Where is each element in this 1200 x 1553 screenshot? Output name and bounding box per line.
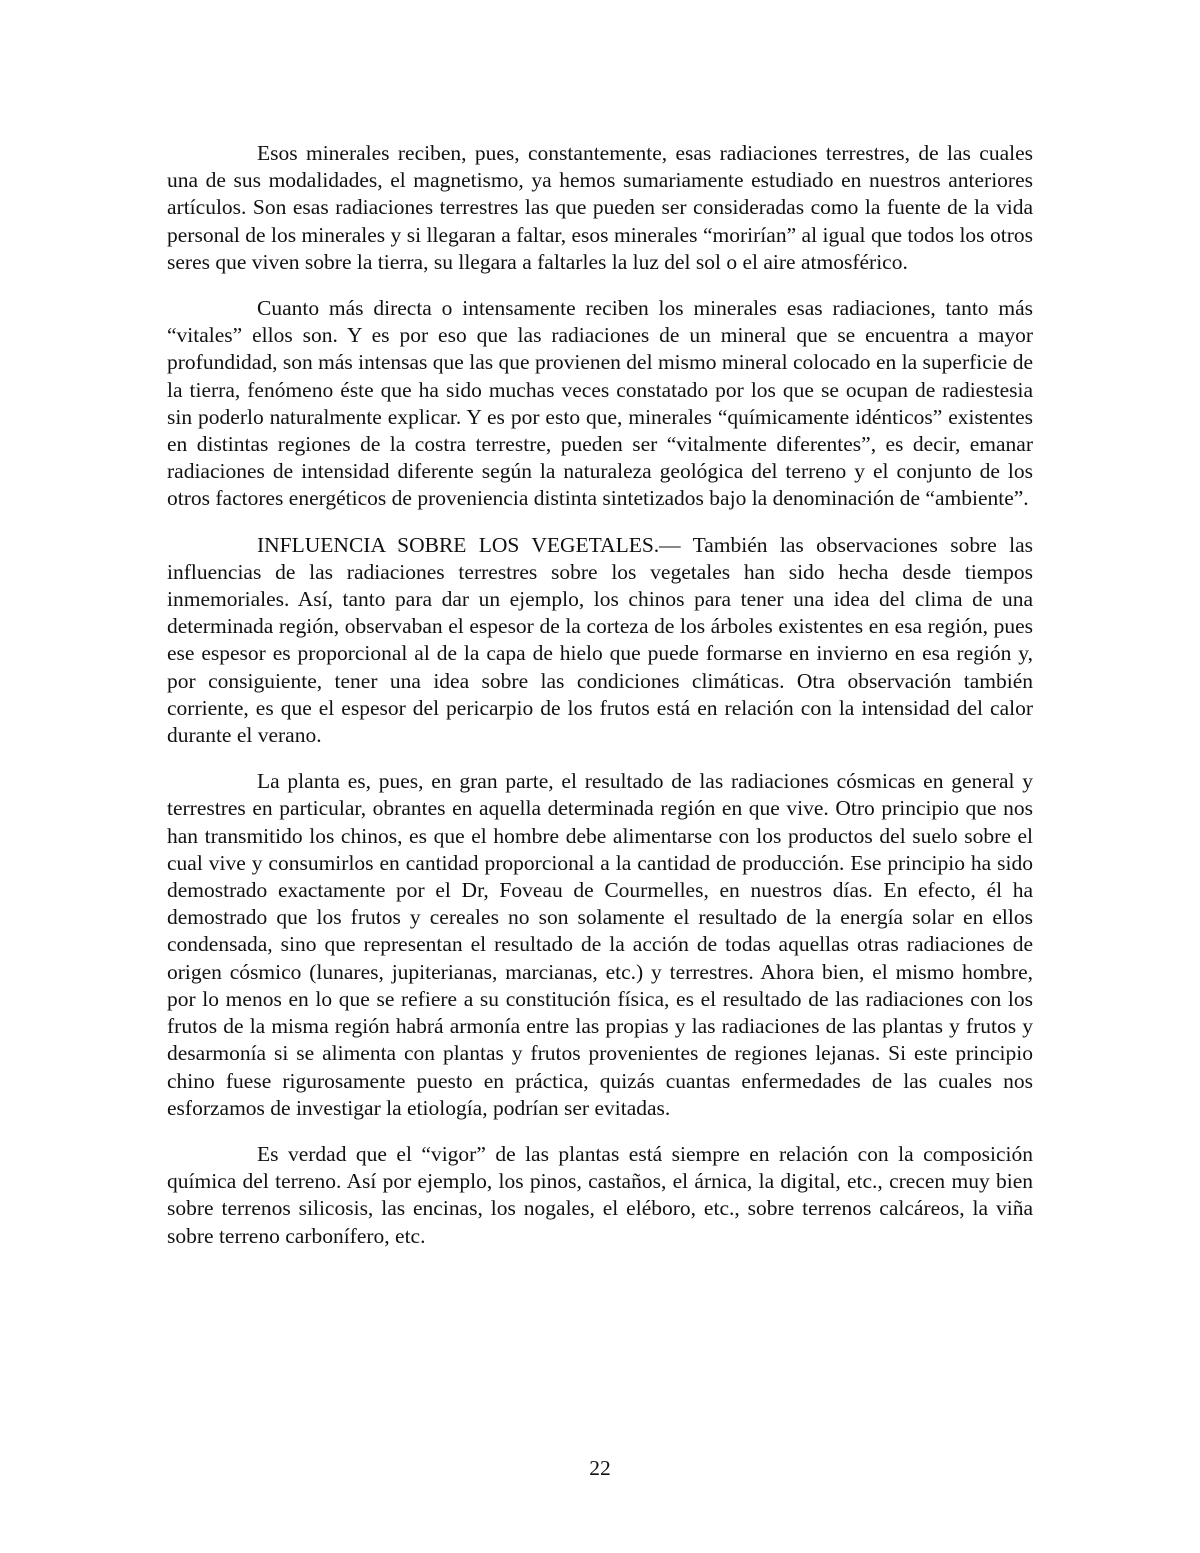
- paragraph-minerales: Esos minerales reciben, pues, constantemente, esas radiaciones terrestres, de las cuales una de sus modalidades, el magnetismo, ya hemos sumariamente estudiado en nuestros anteriores artículos. Son esas radiaciones terrestres las que pueden ser consideradas como la fuente de la vida personal de los minerales y si llegaran a faltar, esos minerales “morirían” al igual que todos los otros seres que viven sobre la tierra, su llegara a faltarles la luz del sol o el aire atmosférico.: [167, 141, 1033, 274]
- paragraph-vigor: Es verdad que el “vigor” de las plantas está siempre en relación con la composición química del terreno. Así por ejemplo, los pinos, castaños, el árnica, la digital, etc., crecen muy bien sobre terrenos silicosis, las encinas, los nogales, el eléboro, etc., sobre terrenos calcáreos, la viña sobre terreno carbonífero, etc.: [167, 1141, 1033, 1248]
- paragraph-planta: La planta es, pues, en gran parte, el resultado de las radiaciones cósmicas en general y terrestres en particular, obrantes en aquella determinada región en que vive. Otro principio que nos han transmitido los chinos, es que el hombre debe alimentarse con los productos del suelo sobre el cual vive y consumirlos en cantidad proporcional a la cantidad de producción. Ese principio ha sido demostrado exactamente por el Dr, Foveau de Courmelles, en nuestros días. En efecto, él ha demostrado que los frutos y cereales no son solamente el resultado de la energía solar en ellos condensada, sino que representan el resultado de la acción de todas aquellas otras radiaciones de origen cósmico (lunares, jupiterianas, marcianas, etc.) y terrestres. Ahora bien, el mismo hombre, por lo menos en lo que se refiere a su constitución física, es el resultado de las radiaciones con los frutos de la misma región habrá armonía entre las propias y las radiaciones de las plantas y frutos y desarmonía si se alimenta con plantas y frutos provenientes de regiones lejanas. Si este principio chino fuese rigurosamente puesto en práctica, quizás cuantas enfermedades de las cuales nos esforzamos de investigar la etiología, podrían ser evitadas.: [167, 769, 1033, 1120]
- paragraph-radiaciones: Cuanto más directa o intensamente reciben los minerales esas radiaciones, tanto más “vitales” ellos son. Y es por eso que las radiaciones de un mineral que se encuentra a mayor profundidad, son más intensas que las que provienen del mismo mineral colocado en la superficie de la tierra, fenómeno éste que ha sido muchas veces constatado por los que se ocupan de radiestesia sin poderlo naturalmente explicar. Y es por esto que, minerales “químicamente idénticos” existentes en distintas regiones de la costra terrestre, pueden ser “vitalmente diferentes”, es decir, emanar radiaciones de intensidad diferente según la naturaleza geológica del terreno y el conjunto de los otros factores energéticos de proveniencia distinta sintetizados bajo la denominación de “ambiente”.: [167, 296, 1033, 511]
- page-body: [167, 140, 1033, 1269]
- page-number: 22: [589, 1456, 611, 1480]
- paragraph-vegetales: INFLUENCIA SOBRE LOS VEGETALES.— También las observaciones sobre las influencias de las radiaciones terrestres sobre los vegetales han sido hecha desde tiempos inmemoriales. Así, tanto para dar un ejemplo, los chinos para tener una idea del clima de una determinada región, observaban el espesor de la corteza de los árboles existentes en esa región, pues ese espesor es proporcional al de la capa de hielo que puede formarse en invierno en esa región y, por consiguiente, tener una idea sobre las condiciones climáticas. Otra observación también corriente, es que el espesor del pericarpio de los frutos está en relación con la intensidad del calor durante el verano.: [167, 532, 1033, 748]
